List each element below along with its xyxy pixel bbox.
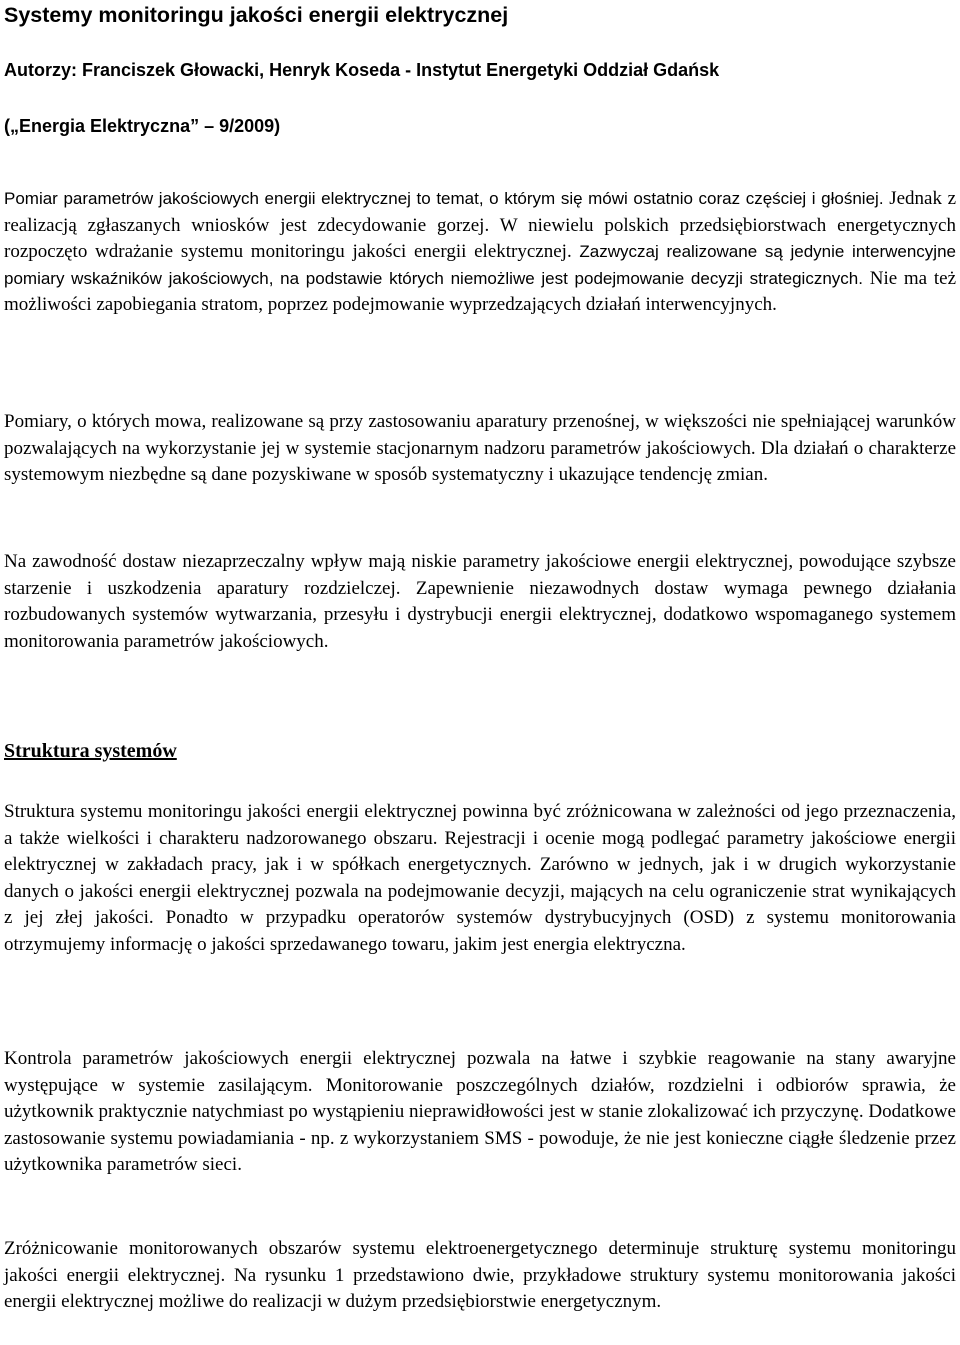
paragraph-intro [4, 186, 956, 319]
paragraph-intro-sentence-1: Pomiar parametrów jakościowych energii elektrycznej to temat, o którym się mówi ostatnio coraz częściej i głośniej. [4, 189, 884, 208]
paragraph-differentiation: Zróżnicowanie monitorowanych obszarów systemu elektroenergetycznego determinuje strukturę systemu monitoringu jakości energii elektrycznej. Na rysunku 1 przedstawiono dwie, przykładowe struktury systemu monitorowania jakości energii elektrycznej możliwe do realizacji w dużym przedsiębiorstwie energetycznym. [4, 1238, 956, 1312]
paragraph-reliability: Na zawodność dostaw niezaprzeczalny wpływ mają niskie parametry jakościowe energii elektrycznej, powodujące szybsze starzenie i uszkodzenia aparatury rozdzielczej. Zapewnienie niezawodnych dostaw wymaga pewnego działania rozbudowanych systemów wytwarzania, przesyłu i dystrybucji energii elektrycznej, dodatkowo wspomaganego systemem monitorowania parametrów jakościowych. [4, 551, 956, 652]
document-authors: Autorzy: Franciszek Głowacki, Henryk Koseda - Instytut Energetyki Oddział Gdańsk [4, 60, 720, 80]
section-heading: Struktura systemów [4, 740, 177, 762]
paragraph-structure: Struktura systemu monitoringu jakości energii elektrycznej powinna być zróżnicowana w zależności od jego przeznaczenia, a także wielkości i charakteru nadzorowanego obszaru. Rejestracji i ocenie mogą podlegać parametry jakościowe energii elektrycznej w zakładach pracy, jak i w spółkach energetycznych. Zarówno w jednych, jak i w drugich wykorzystanie danych o jakości energii elektrycznej pozwala na podejmowanie decyzji, mających na celu ograniczenie strat wynikających z jej złej jakości. Ponadto w przypadku operatorów systemów dystrybucyjnych (OSD) z systemu monitorowania otrzymujemy informację o jakości sprzedawanego towaru, jakim jest energia elektryczna. [4, 801, 956, 955]
paragraph-intro-sentence-3: Zazwyczaj realizowane są jedynie interwencyjne pomiary wskaźników jakościowych, na podstawie których niemożliwe jest podejmowanie decyzji strategicznych. [4, 242, 956, 288]
document-title: Systemy monitoringu jakości energii elektrycznej [4, 3, 509, 27]
paragraph-intro-sentence-4: Nie ma też możliwości zapobiegania stratom, poprzez podejmowanie wyprzedzających działań interwencyjnych. [4, 267, 956, 315]
document-source: („Energia Elektryczna” – 9/2009) [4, 116, 281, 136]
paragraph-control: Kontrola parametrów jakościowych energii elektrycznej pozwala na łatwe i szybkie reagowanie na stany awaryjne występujące w systemie zasilającym. Monitorowanie poszczególnych działów, rozdzielni i odbiorów sprawia, że użytkownik praktycznie natychmiast po wystąpieniu nieprawidłowości jest w stanie zlokalizować ich przyczynę. Dodatkowe zastosowanie systemu powiadamiania - np. z wykorzystaniem SMS - powoduje, że nie jest konieczne ciągłe śledzenie przez użytkownika parametrów sieci. [4, 1048, 956, 1175]
paragraph-measurements: Pomiary, o których mowa, realizowane są przy zastosowaniu aparatury przenośnej, w większości nie spełniającej warunków pozwalających na wykorzystanie jej w systemie stacjonarnym nadzoru parametrów jakościowych. Dla działań o charakterze systemowym niezbędne są dane pozyskiwane w sposób systematyczny i ukazujące tendencję zmian. [4, 411, 956, 485]
paragraph-intro-sentence-2: Jednak z realizacją zgłaszanych wniosków jest zdecydowanie gorzej. W niewielu polskich przedsiębiorstwach energetycznych rozpoczęto wdrażanie systemu monitoringu jakości energii elektrycznej. [4, 188, 957, 262]
